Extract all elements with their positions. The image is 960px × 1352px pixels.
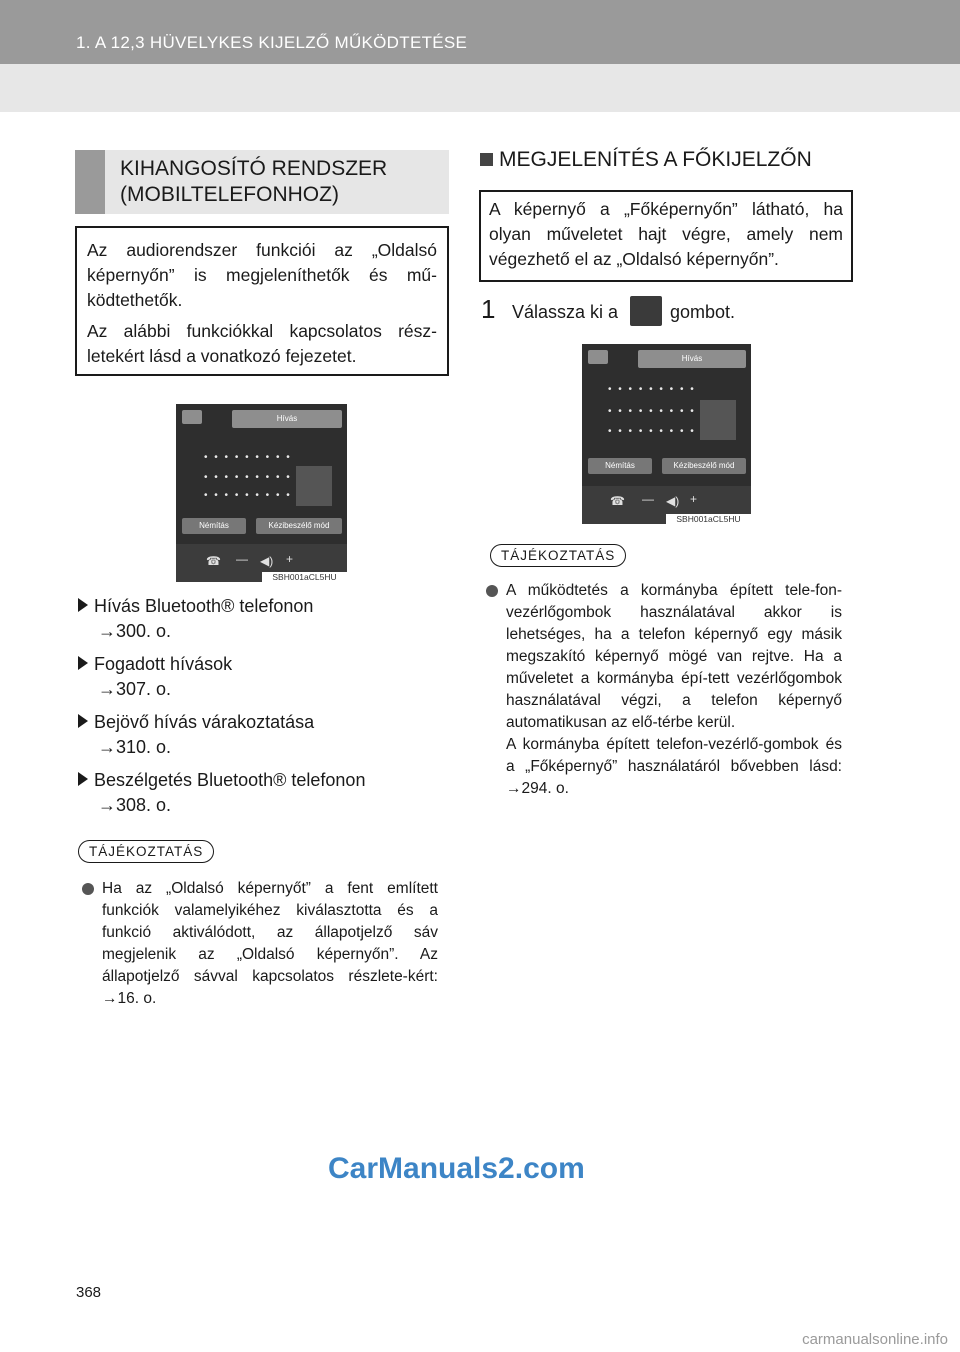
info-note-right-text: A működtetés a kormányba épített tele-fon-vezérlőgombok használatával akkor is lehetséges, ha a telefon képernyő egy másik megszakító képernyő mögé van rejtve. Ha a műveletet a kormányba épí-tett vezérlőgombok használatával végzi, a telefon képernyő automatikusan az elő-térbe kerül. (506, 582, 842, 731)
watermark: CarManuals2.com (328, 1152, 585, 1185)
phone-screen-image (176, 404, 347, 582)
number-dots: • • • • • • • • • (204, 490, 292, 501)
list-item (78, 594, 448, 644)
mute-button: Némítás (588, 458, 652, 474)
watermark-2: carmanualsonline.info (802, 1331, 948, 1348)
call-icon: ☎ (206, 554, 221, 568)
contact-dots: • • • • • • • • • (608, 406, 696, 417)
volume-down-icon: — (642, 492, 654, 506)
info-tag: TÁJÉKOZTATÁS (78, 840, 214, 863)
display-info-box (479, 190, 853, 282)
volume-up-icon: + (690, 492, 698, 506)
contact-avatar-icon (296, 466, 332, 506)
volume-icon: ◀) (666, 494, 680, 508)
item-label: Bejövő hívás várakoztatása (94, 712, 315, 732)
chapter-title: 1. A 12,3 HÜVELYKES KIJELZŐ MŰKÖDTETÉSE (76, 33, 468, 52)
volume-up-icon: + (286, 552, 294, 566)
intro-paragraph-2: Az alábbi funkciókkal kapcsolatos rész-letekért lásd a vonatkozó fejezetet. (87, 321, 437, 366)
image-code: SBH001aCL5HU (262, 572, 347, 582)
display-info-text: A képernyő a „Főképernyőn” látható, ha olyan műveletet hajt végre, amely nem végezhető el az „Oldalsó képernyőn”. (489, 199, 843, 269)
list-item (78, 710, 448, 760)
page-reference: →308. o. (98, 795, 172, 815)
bullet-icon (486, 585, 498, 597)
bullet-icon (82, 883, 94, 895)
intro-box (75, 226, 449, 376)
handsfree-button: Kézibeszélő mód (662, 458, 746, 474)
arrow-right-icon (78, 772, 88, 786)
screen-title: Hívás (276, 414, 298, 423)
info-note-right (506, 580, 842, 800)
sub-heading (480, 148, 812, 172)
phone-name-dots: • • • • • • • • • (204, 452, 292, 463)
arrow-right-icon (78, 714, 88, 728)
info-note (102, 878, 438, 1010)
mute-button: Némítás (182, 518, 246, 534)
section-title-line2: (MOBILTELEFONHOZ) (120, 183, 339, 206)
info-note-right-text-2: A kormányba épített telefon-vezérlő-gombok és a „Főképernyő” használatáról bővebben lásd: →294. o. (506, 736, 842, 797)
section-title-bar (75, 150, 105, 214)
page-reference: →300. o. (98, 621, 172, 641)
page-number: 368 (76, 1284, 102, 1301)
page-reference: →310. o. (98, 737, 172, 757)
volume-icon: ◀) (260, 554, 274, 568)
handsfree-button: Kézibeszélő mód (256, 518, 342, 534)
contact-dots: • • • • • • • • • (204, 472, 292, 483)
item-label: Hívás Bluetooth® telefonon (94, 596, 314, 616)
info-tag-right: TÁJÉKOZTATÁS (490, 544, 626, 567)
volume-down-icon: — (236, 552, 248, 566)
item-label: Beszélgetés Bluetooth® telefonon (94, 770, 366, 790)
swap-screen-icon (182, 410, 202, 424)
step-number: 1 (481, 294, 496, 324)
square-bullet-icon (480, 153, 493, 166)
section-title (75, 150, 449, 214)
swap-screen-button-icon (630, 296, 662, 326)
step-text-after: gombot. (670, 302, 736, 322)
section-title-line1: KIHANGOSÍTÓ RENDSZER (120, 157, 388, 180)
arrow-right-icon (78, 656, 88, 670)
section-title-text (120, 156, 387, 208)
swap-screen-icon (588, 350, 608, 364)
phone-screen-image-2 (582, 344, 751, 524)
arrow-right-icon (78, 598, 88, 612)
image-code: SBH001aCL5HU (666, 514, 751, 524)
intro-paragraph-1: Az audiorendszer funkciói az „Oldalsó képernyőn” is megjeleníthetők és mű-ködtethetők. (87, 240, 437, 310)
sub-heading-text: MEGJELENÍTÉS A FŐKIJELZŐN (499, 148, 812, 171)
list-item (78, 652, 448, 702)
list-item (78, 768, 448, 818)
contact-avatar-icon (700, 400, 736, 440)
item-label: Fogadott hívások (94, 654, 233, 674)
page-reference: →307. o. (98, 679, 172, 699)
header-bar (0, 0, 960, 64)
step-text-before: Válassza ki a (512, 302, 619, 322)
call-icon: ☎ (610, 494, 625, 508)
screen-title: Hívás (681, 354, 703, 363)
phone-name-dots: • • • • • • • • • (608, 384, 696, 395)
info-note-text: Ha az „Oldalsó képernyőt” a fent említett funkciók valamelyikéhez kiválasztotta és a funkció aktiválódott, az állapotjelző sáv megjelenik az „Oldalsó képernyőn”. Az állapotjelző sávval kapcsolatos részlete-kért: →16. o. (102, 880, 438, 1007)
number-dots: • • • • • • • • • (608, 426, 696, 437)
